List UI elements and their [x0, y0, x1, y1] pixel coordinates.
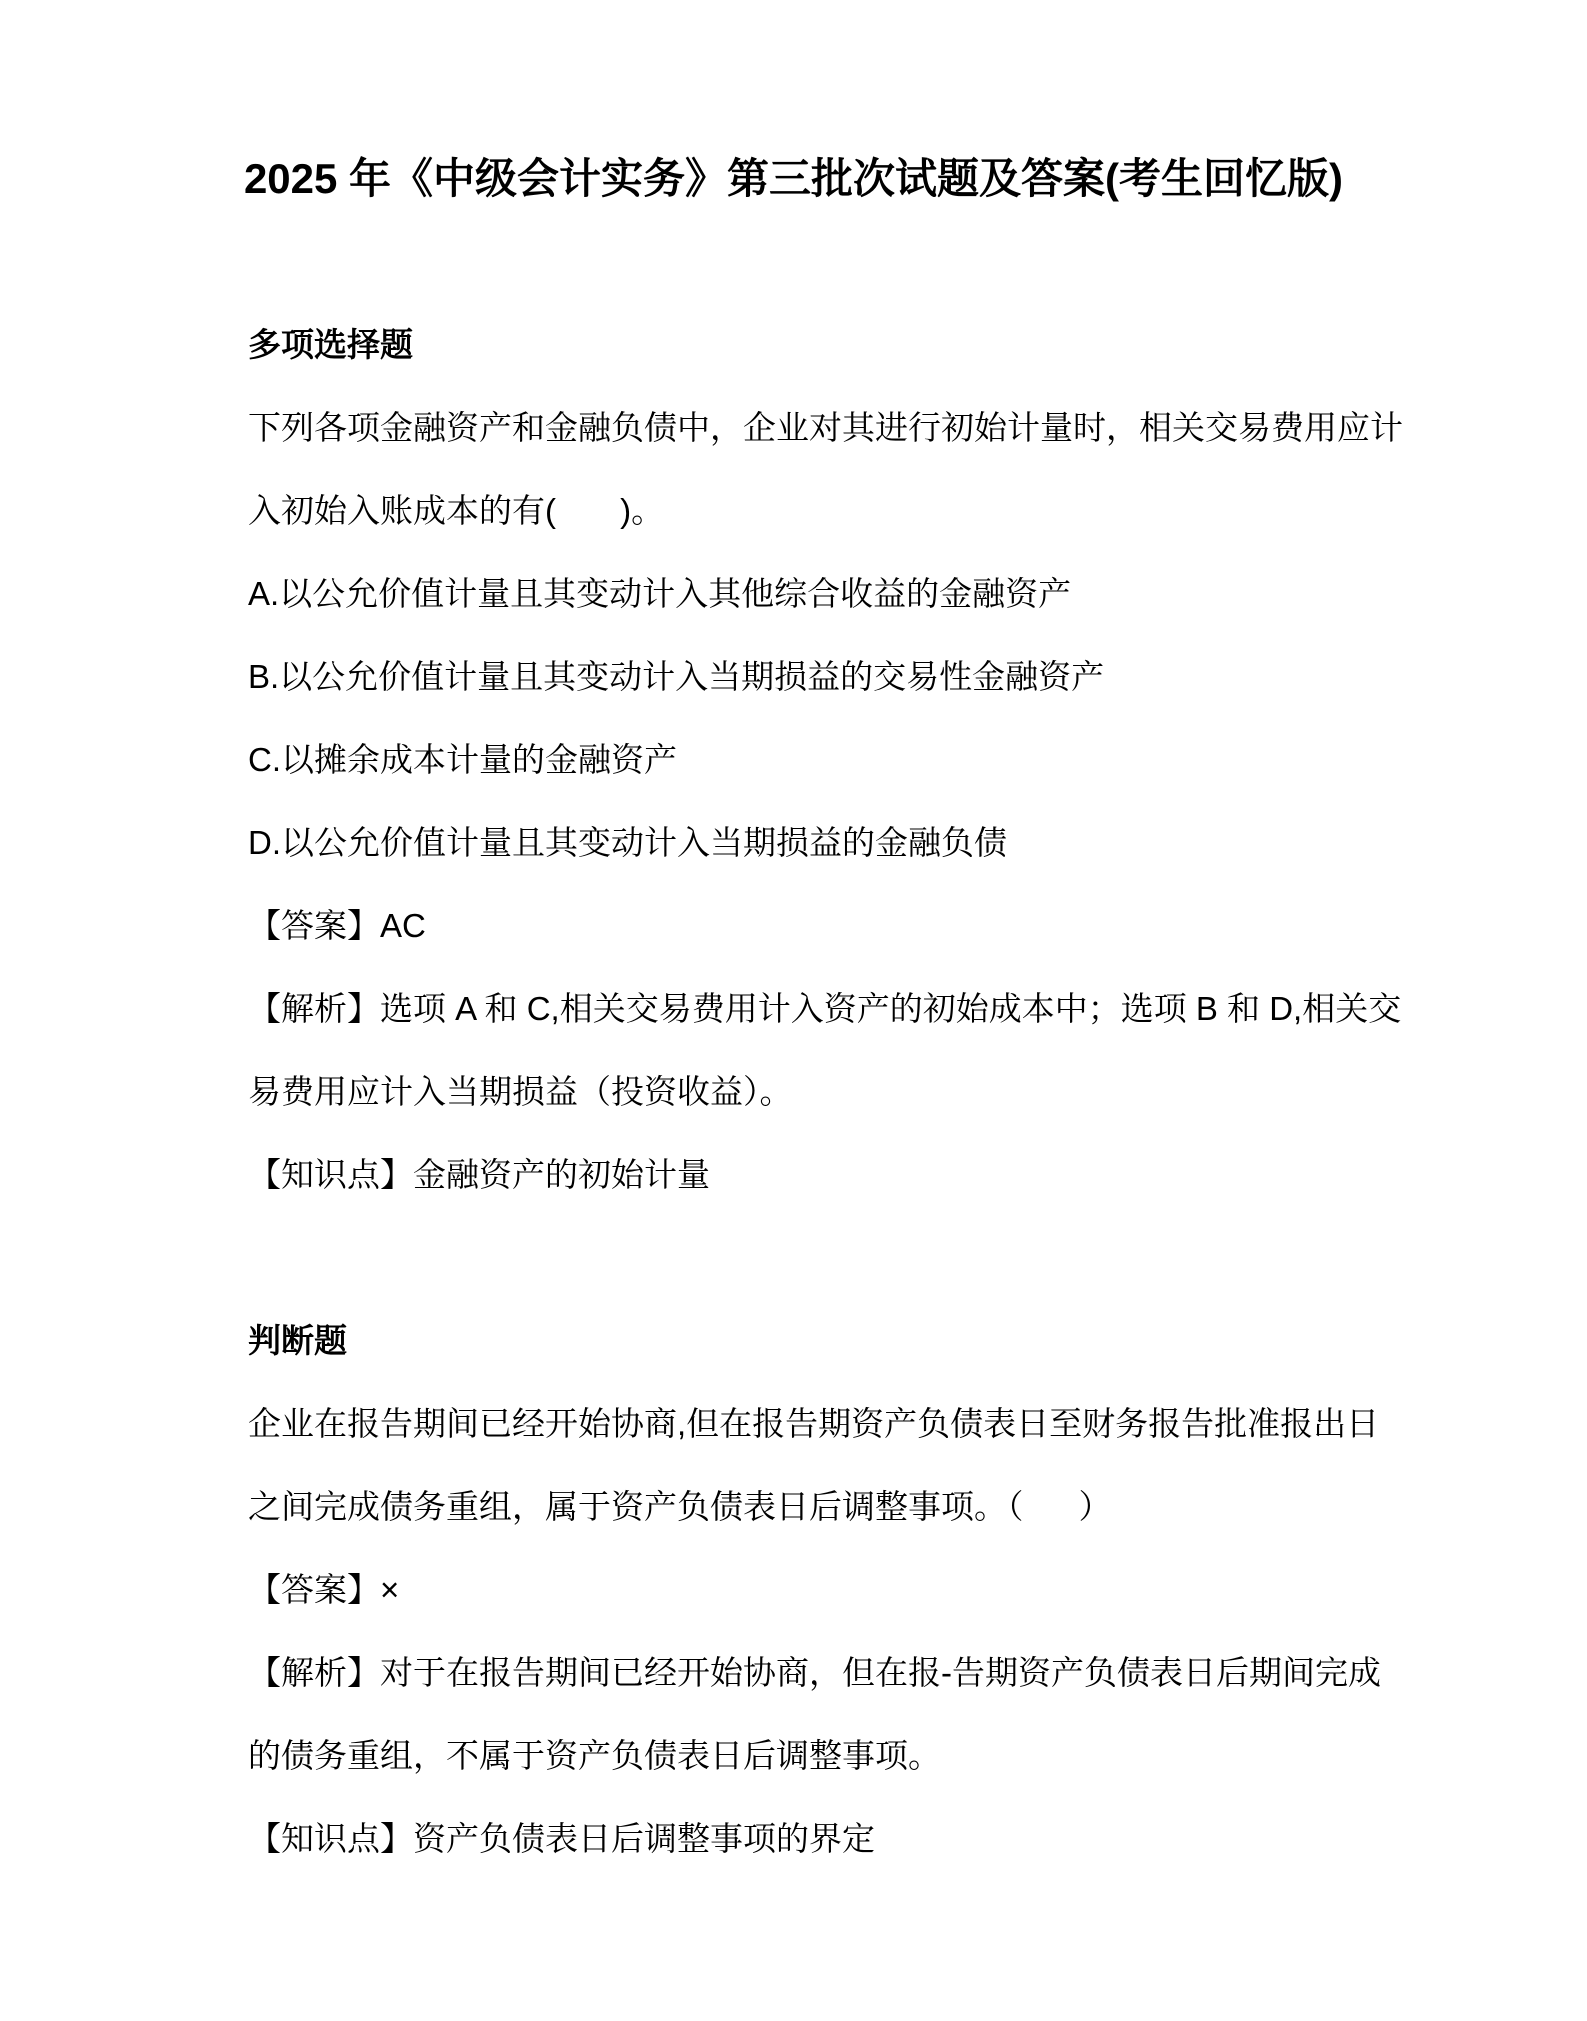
document-content: [248, 303, 1438, 1880]
mcq-option-d: D.以公允价值计量且其变动计入当期损益的金融负债: [248, 824, 1007, 861]
tf-answer: 【答案】×: [248, 1571, 400, 1608]
mcq-option-c: C.以摊余成本计量的金融资产: [248, 741, 677, 778]
tf-analysis-line-2: 的债务重组，不属于资产负债表日后调整事项。: [248, 1737, 941, 1774]
section-gap: [248, 1216, 1438, 1299]
mcq-analysis-line-2: 易费用应计入当期损益（投资收益）。: [248, 1073, 793, 1110]
page-title: 2025 年《中级会计实务》第三批次试题及答案(考生回忆版): [243, 155, 1344, 202]
tf-analysis-line-1: 【解析】对于在报告期间已经开始协商，但在报-告期资产负债表日后期间完成: [248, 1654, 1381, 1691]
mcq-question-line-2: 入初始入账成本的有( )。: [248, 492, 665, 529]
mcq-answer: 【答案】AC: [248, 907, 426, 944]
mcq-option-a: A.以公允价值计量且其变动计入其他综合收益的金融资产: [248, 575, 1072, 612]
mcq-knowledge-point: 【知识点】金融资产的初始计量: [248, 1156, 710, 1193]
tf-question-line-2: 之间完成债务重组，属于资产负债表日后调整事项。（ ）: [248, 1488, 1112, 1525]
mcq-option-b: B.以公允价值计量且其变动计入当期损益的交易性金融资产: [248, 658, 1105, 695]
mcq-question-line-1: 下列各项金融资产和金融负债中，企业对其进行初始计量时，相关交易费用应计: [248, 409, 1403, 446]
mcq-section-heading: 多项选择题: [248, 326, 413, 363]
tf-knowledge-point: 【知识点】资产负债表日后调整事项的界定: [248, 1820, 875, 1857]
mcq-analysis-line-1: 【解析】选项 A 和 C,相关交易费用计入资产的初始成本中；选项 B 和 D,相关交: [248, 990, 1402, 1027]
tf-question-line-1: 企业在报告期间已经开始协商,但在报告期资产负债表日至财务报告批准报出日: [248, 1405, 1380, 1442]
tf-section-heading: 判断题: [248, 1322, 347, 1359]
